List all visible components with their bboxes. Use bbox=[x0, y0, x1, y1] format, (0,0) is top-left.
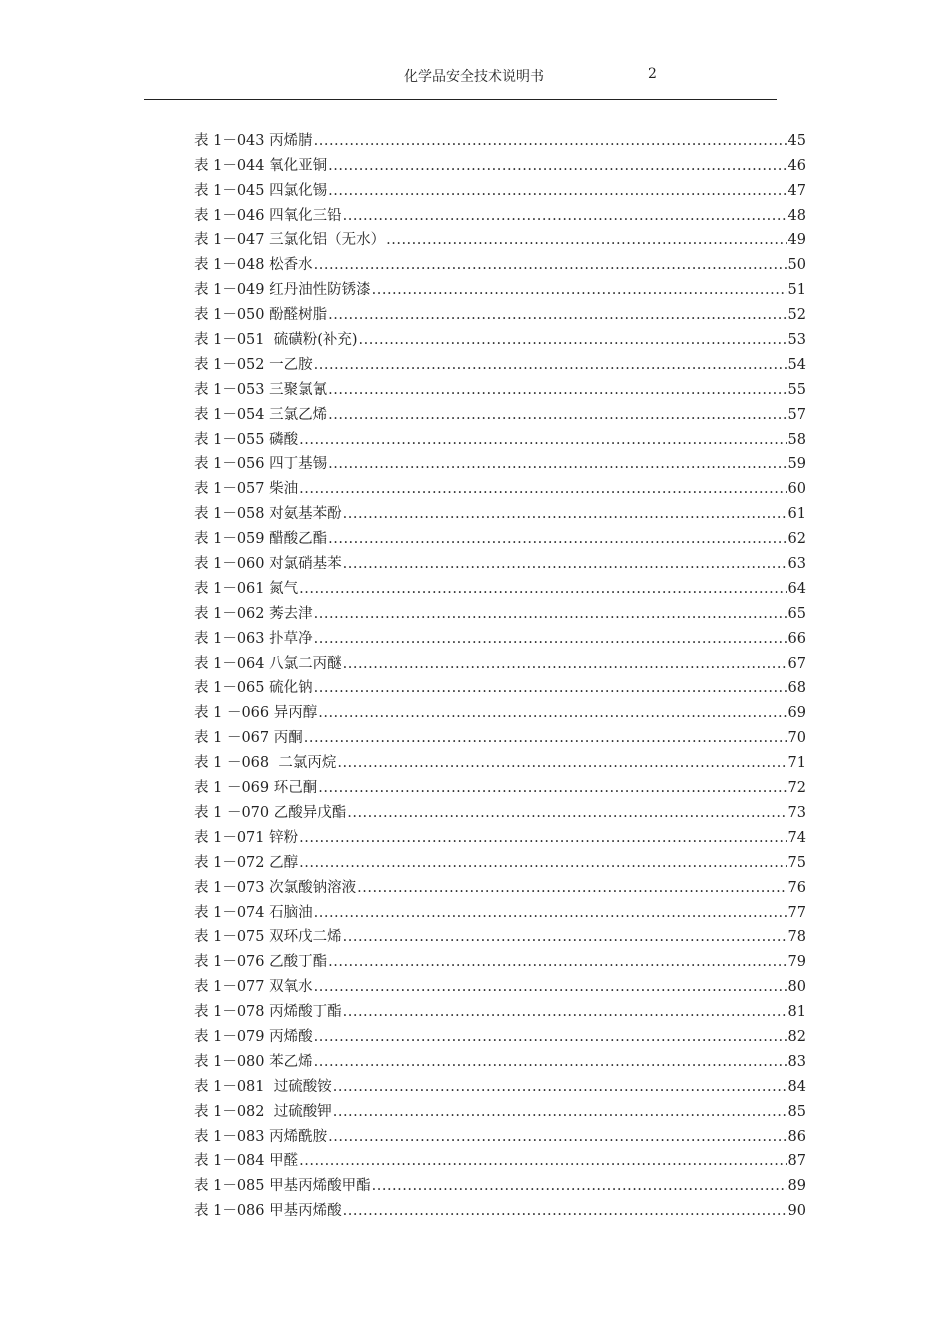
toc-entry-page: 74 bbox=[787, 829, 806, 846]
toc-entry[interactable] bbox=[194, 748, 806, 773]
toc-entry[interactable] bbox=[194, 674, 806, 699]
toc-entry-page: 90 bbox=[787, 1203, 806, 1220]
toc-entry-page: 76 bbox=[787, 879, 806, 896]
toc-entry-label: 表 1 －070 乙酸异戊酯 bbox=[194, 804, 347, 821]
toc-entry[interactable] bbox=[194, 400, 806, 425]
toc-entry[interactable] bbox=[194, 823, 806, 848]
table-of-contents bbox=[194, 126, 806, 1221]
toc-entry-page: 55 bbox=[787, 381, 806, 398]
toc-entry[interactable] bbox=[194, 698, 806, 723]
dot-leader bbox=[328, 454, 786, 474]
toc-entry[interactable] bbox=[194, 201, 806, 226]
dot-leader bbox=[343, 554, 787, 574]
dot-leader bbox=[333, 1102, 787, 1122]
toc-entry-page: 63 bbox=[787, 556, 806, 573]
toc-entry-label: 表 1－074 石脑油 bbox=[194, 904, 313, 921]
toc-entry-label: 表 1－045 四氯化锡 bbox=[194, 182, 328, 199]
toc-entry-page: 69 bbox=[787, 705, 806, 722]
toc-entry-page: 83 bbox=[787, 1053, 806, 1070]
toc-entry-page: 64 bbox=[787, 580, 806, 597]
dot-leader bbox=[357, 878, 786, 898]
dot-leader bbox=[314, 604, 787, 624]
dot-leader bbox=[328, 952, 786, 972]
toc-entry[interactable] bbox=[194, 947, 806, 972]
toc-entry[interactable] bbox=[194, 1097, 806, 1122]
toc-entry[interactable] bbox=[194, 126, 806, 151]
toc-entry-label: 表 1－055 磷酸 bbox=[194, 431, 299, 448]
toc-entry-page: 45 bbox=[787, 132, 806, 149]
toc-entry-page: 72 bbox=[787, 780, 806, 797]
dot-leader bbox=[314, 629, 787, 649]
toc-entry[interactable] bbox=[194, 524, 806, 549]
dot-leader bbox=[314, 977, 787, 997]
toc-entry[interactable] bbox=[194, 1022, 806, 1047]
toc-entry-page: 57 bbox=[787, 406, 806, 423]
toc-entry-label: 表 1－083 丙烯酰胺 bbox=[194, 1128, 328, 1145]
toc-entry[interactable] bbox=[194, 599, 806, 624]
dot-leader bbox=[318, 703, 786, 723]
toc-entry-page: 77 bbox=[787, 904, 806, 921]
toc-entry[interactable] bbox=[194, 474, 806, 499]
toc-entry-page: 47 bbox=[787, 182, 806, 199]
toc-entry-label: 表 1 －068 二氯丙烷 bbox=[194, 755, 337, 772]
toc-entry[interactable] bbox=[194, 375, 806, 400]
toc-entry-page: 51 bbox=[787, 282, 806, 299]
dot-leader bbox=[299, 1151, 786, 1171]
toc-entry[interactable] bbox=[194, 798, 806, 823]
toc-entry-page: 54 bbox=[787, 356, 806, 373]
toc-entry-label: 表 1－076 乙酸丁酯 bbox=[194, 954, 328, 971]
toc-entry-label: 表 1－081 过硫酸铵 bbox=[194, 1078, 332, 1095]
dot-leader bbox=[299, 479, 786, 499]
dot-leader bbox=[328, 1127, 786, 1147]
toc-entry-label: 表 1－080 苯乙烯 bbox=[194, 1053, 313, 1070]
toc-entry-page: 53 bbox=[787, 332, 806, 349]
toc-entry-page: 81 bbox=[787, 1004, 806, 1021]
toc-entry-label: 表 1－061 氮气 bbox=[194, 580, 299, 597]
toc-entry-label: 表 1－057 柴油 bbox=[194, 481, 299, 498]
toc-entry[interactable] bbox=[194, 898, 806, 923]
page-header bbox=[0, 66, 950, 86]
dot-leader bbox=[318, 778, 786, 798]
toc-entry-label: 表 1－048 松香水 bbox=[194, 257, 313, 274]
dot-leader bbox=[347, 803, 786, 823]
toc-entry[interactable] bbox=[194, 350, 806, 375]
dot-leader bbox=[328, 156, 786, 176]
toc-entry-page: 68 bbox=[787, 680, 806, 697]
dot-leader bbox=[343, 654, 787, 674]
toc-entry[interactable] bbox=[194, 151, 806, 176]
toc-entry-label: 表 1－058 对氨基苯酚 bbox=[194, 506, 342, 523]
header-rule bbox=[144, 99, 777, 100]
toc-entry-label: 表 1 －069 环己酮 bbox=[194, 780, 318, 797]
document-title: 化学品安全技术说明书 bbox=[404, 69, 544, 85]
toc-entry-page: 67 bbox=[787, 655, 806, 672]
toc-entry-page: 70 bbox=[787, 730, 806, 747]
dot-leader bbox=[343, 1002, 787, 1022]
toc-entry-label: 表 1－043 丙烯腈 bbox=[194, 132, 313, 149]
dot-leader bbox=[299, 828, 786, 848]
toc-entry-label: 表 1－085 甲基丙烯酸甲酯 bbox=[194, 1178, 371, 1195]
dot-leader bbox=[314, 1027, 787, 1047]
toc-entry-page: 82 bbox=[787, 1028, 806, 1045]
toc-entry[interactable] bbox=[194, 275, 806, 300]
toc-entry-page: 50 bbox=[787, 257, 806, 274]
toc-entry-label: 表 1－060 对氯硝基苯 bbox=[194, 556, 342, 573]
toc-entry[interactable] bbox=[194, 1047, 806, 1072]
toc-entry-label: 表 1－071 锌粉 bbox=[194, 829, 299, 846]
toc-entry[interactable] bbox=[194, 300, 806, 325]
toc-entry[interactable] bbox=[194, 773, 806, 798]
toc-entry-page: 66 bbox=[787, 630, 806, 647]
toc-entry-label: 表 1－051 硫磺粉(补充) bbox=[194, 332, 358, 349]
dot-leader bbox=[314, 131, 787, 151]
toc-entry-page: 48 bbox=[787, 207, 806, 224]
toc-entry-page: 62 bbox=[787, 531, 806, 548]
toc-entry[interactable] bbox=[194, 972, 806, 997]
dot-leader bbox=[299, 853, 786, 873]
dot-leader bbox=[372, 1176, 787, 1196]
toc-entry-label: 表 1－054 三氯乙烯 bbox=[194, 406, 328, 423]
toc-entry-label: 表 1 －067 丙酮 bbox=[194, 730, 303, 747]
dot-leader bbox=[333, 1077, 787, 1097]
toc-entry-label: 表 1－059 醋酸乙酯 bbox=[194, 531, 328, 548]
toc-entry[interactable] bbox=[194, 873, 806, 898]
toc-entry-page: 89 bbox=[787, 1178, 806, 1195]
toc-entry-label: 表 1 －066 异丙醇 bbox=[194, 705, 318, 722]
toc-entry-label: 表 1－062 莠去津 bbox=[194, 605, 313, 622]
dot-leader bbox=[299, 430, 786, 450]
dot-leader bbox=[328, 181, 786, 201]
dot-leader bbox=[343, 504, 787, 524]
dot-leader bbox=[314, 678, 787, 698]
toc-entry-page: 65 bbox=[787, 605, 806, 622]
toc-entry[interactable] bbox=[194, 574, 806, 599]
toc-entry[interactable] bbox=[194, 624, 806, 649]
toc-entry-page: 46 bbox=[787, 157, 806, 174]
toc-entry-page: 52 bbox=[787, 307, 806, 324]
dot-leader bbox=[314, 355, 787, 375]
toc-entry-label: 表 1－086 甲基丙烯酸 bbox=[194, 1203, 342, 1220]
toc-entry-label: 表 1－065 硫化钠 bbox=[194, 680, 313, 697]
toc-entry[interactable] bbox=[194, 1196, 806, 1221]
toc-entry-label: 表 1－079 丙烯酸 bbox=[194, 1028, 313, 1045]
toc-entry-label: 表 1－049 红丹油性防锈漆 bbox=[194, 282, 371, 299]
dot-leader bbox=[386, 230, 786, 250]
toc-entry-page: 49 bbox=[787, 232, 806, 249]
toc-entry-page: 79 bbox=[787, 954, 806, 971]
toc-entry-page: 87 bbox=[787, 1153, 806, 1170]
dot-leader bbox=[343, 1201, 787, 1221]
toc-entry-label: 表 1－073 次氯酸钠溶液 bbox=[194, 879, 357, 896]
dot-leader bbox=[328, 405, 786, 425]
toc-entry[interactable] bbox=[194, 848, 806, 873]
toc-entry[interactable] bbox=[194, 1171, 806, 1196]
dot-leader bbox=[372, 280, 787, 300]
toc-entry-label: 表 1－056 四丁基锡 bbox=[194, 456, 328, 473]
dot-leader bbox=[314, 903, 787, 923]
dot-leader bbox=[314, 255, 787, 275]
toc-entry-page: 60 bbox=[787, 481, 806, 498]
toc-entry-page: 84 bbox=[787, 1078, 806, 1095]
toc-entry-label: 表 1－046 四氧化三铅 bbox=[194, 207, 342, 224]
toc-entry-label: 表 1－072 乙醇 bbox=[194, 854, 299, 871]
dot-leader bbox=[328, 380, 786, 400]
toc-entry[interactable] bbox=[194, 450, 806, 475]
page-number: 2 bbox=[648, 66, 657, 82]
toc-entry-page: 71 bbox=[787, 755, 806, 772]
toc-entry-label: 表 1－082 过硫酸钾 bbox=[194, 1103, 332, 1120]
toc-entry-page: 75 bbox=[787, 854, 806, 871]
dot-leader bbox=[343, 927, 787, 947]
dot-leader bbox=[328, 529, 786, 549]
toc-entry-page: 86 bbox=[787, 1128, 806, 1145]
dot-leader bbox=[343, 206, 787, 226]
toc-entry[interactable] bbox=[194, 499, 806, 524]
toc-entry[interactable] bbox=[194, 226, 806, 251]
dot-leader bbox=[328, 305, 786, 325]
toc-entry-page: 73 bbox=[787, 804, 806, 821]
toc-entry-label: 表 1－064 八氯二丙醚 bbox=[194, 655, 342, 672]
toc-entry[interactable] bbox=[194, 325, 806, 350]
dot-leader bbox=[304, 728, 787, 748]
toc-entry-label: 表 1－063 扑草净 bbox=[194, 630, 313, 647]
toc-entry[interactable] bbox=[194, 1122, 806, 1147]
toc-entry[interactable] bbox=[194, 923, 806, 948]
toc-entry[interactable] bbox=[194, 649, 806, 674]
toc-entry[interactable] bbox=[194, 723, 806, 748]
toc-entry[interactable] bbox=[194, 176, 806, 201]
toc-entry[interactable] bbox=[194, 549, 806, 574]
toc-entry[interactable] bbox=[194, 997, 806, 1022]
toc-entry-label: 表 1－044 氧化亚铜 bbox=[194, 157, 328, 174]
toc-entry[interactable] bbox=[194, 250, 806, 275]
toc-entry-page: 59 bbox=[787, 456, 806, 473]
toc-entry-label: 表 1－052 一乙胺 bbox=[194, 356, 313, 373]
toc-entry[interactable] bbox=[194, 1072, 806, 1097]
dot-leader bbox=[359, 330, 787, 350]
toc-entry-page: 78 bbox=[787, 929, 806, 946]
dot-leader bbox=[337, 753, 786, 773]
toc-entry-label: 表 1－047 三氯化铝（无水） bbox=[194, 232, 386, 249]
toc-entry-label: 表 1－053 三聚氯氰 bbox=[194, 381, 328, 398]
toc-entry-label: 表 1－075 双环戊二烯 bbox=[194, 929, 342, 946]
dot-leader bbox=[314, 1052, 787, 1072]
toc-entry-page: 58 bbox=[787, 431, 806, 448]
toc-entry-page: 61 bbox=[787, 506, 806, 523]
toc-entry-label: 表 1－078 丙烯酸丁酯 bbox=[194, 1004, 342, 1021]
toc-entry-label: 表 1－077 双氧水 bbox=[194, 979, 313, 996]
toc-entry-label: 表 1－084 甲醛 bbox=[194, 1153, 299, 1170]
toc-entry-page: 80 bbox=[787, 979, 806, 996]
toc-entry-page: 85 bbox=[787, 1103, 806, 1120]
dot-leader bbox=[299, 579, 786, 599]
toc-entry[interactable] bbox=[194, 1147, 806, 1172]
toc-entry-label: 表 1－050 酚醛树脂 bbox=[194, 307, 328, 324]
toc-entry[interactable] bbox=[194, 425, 806, 450]
